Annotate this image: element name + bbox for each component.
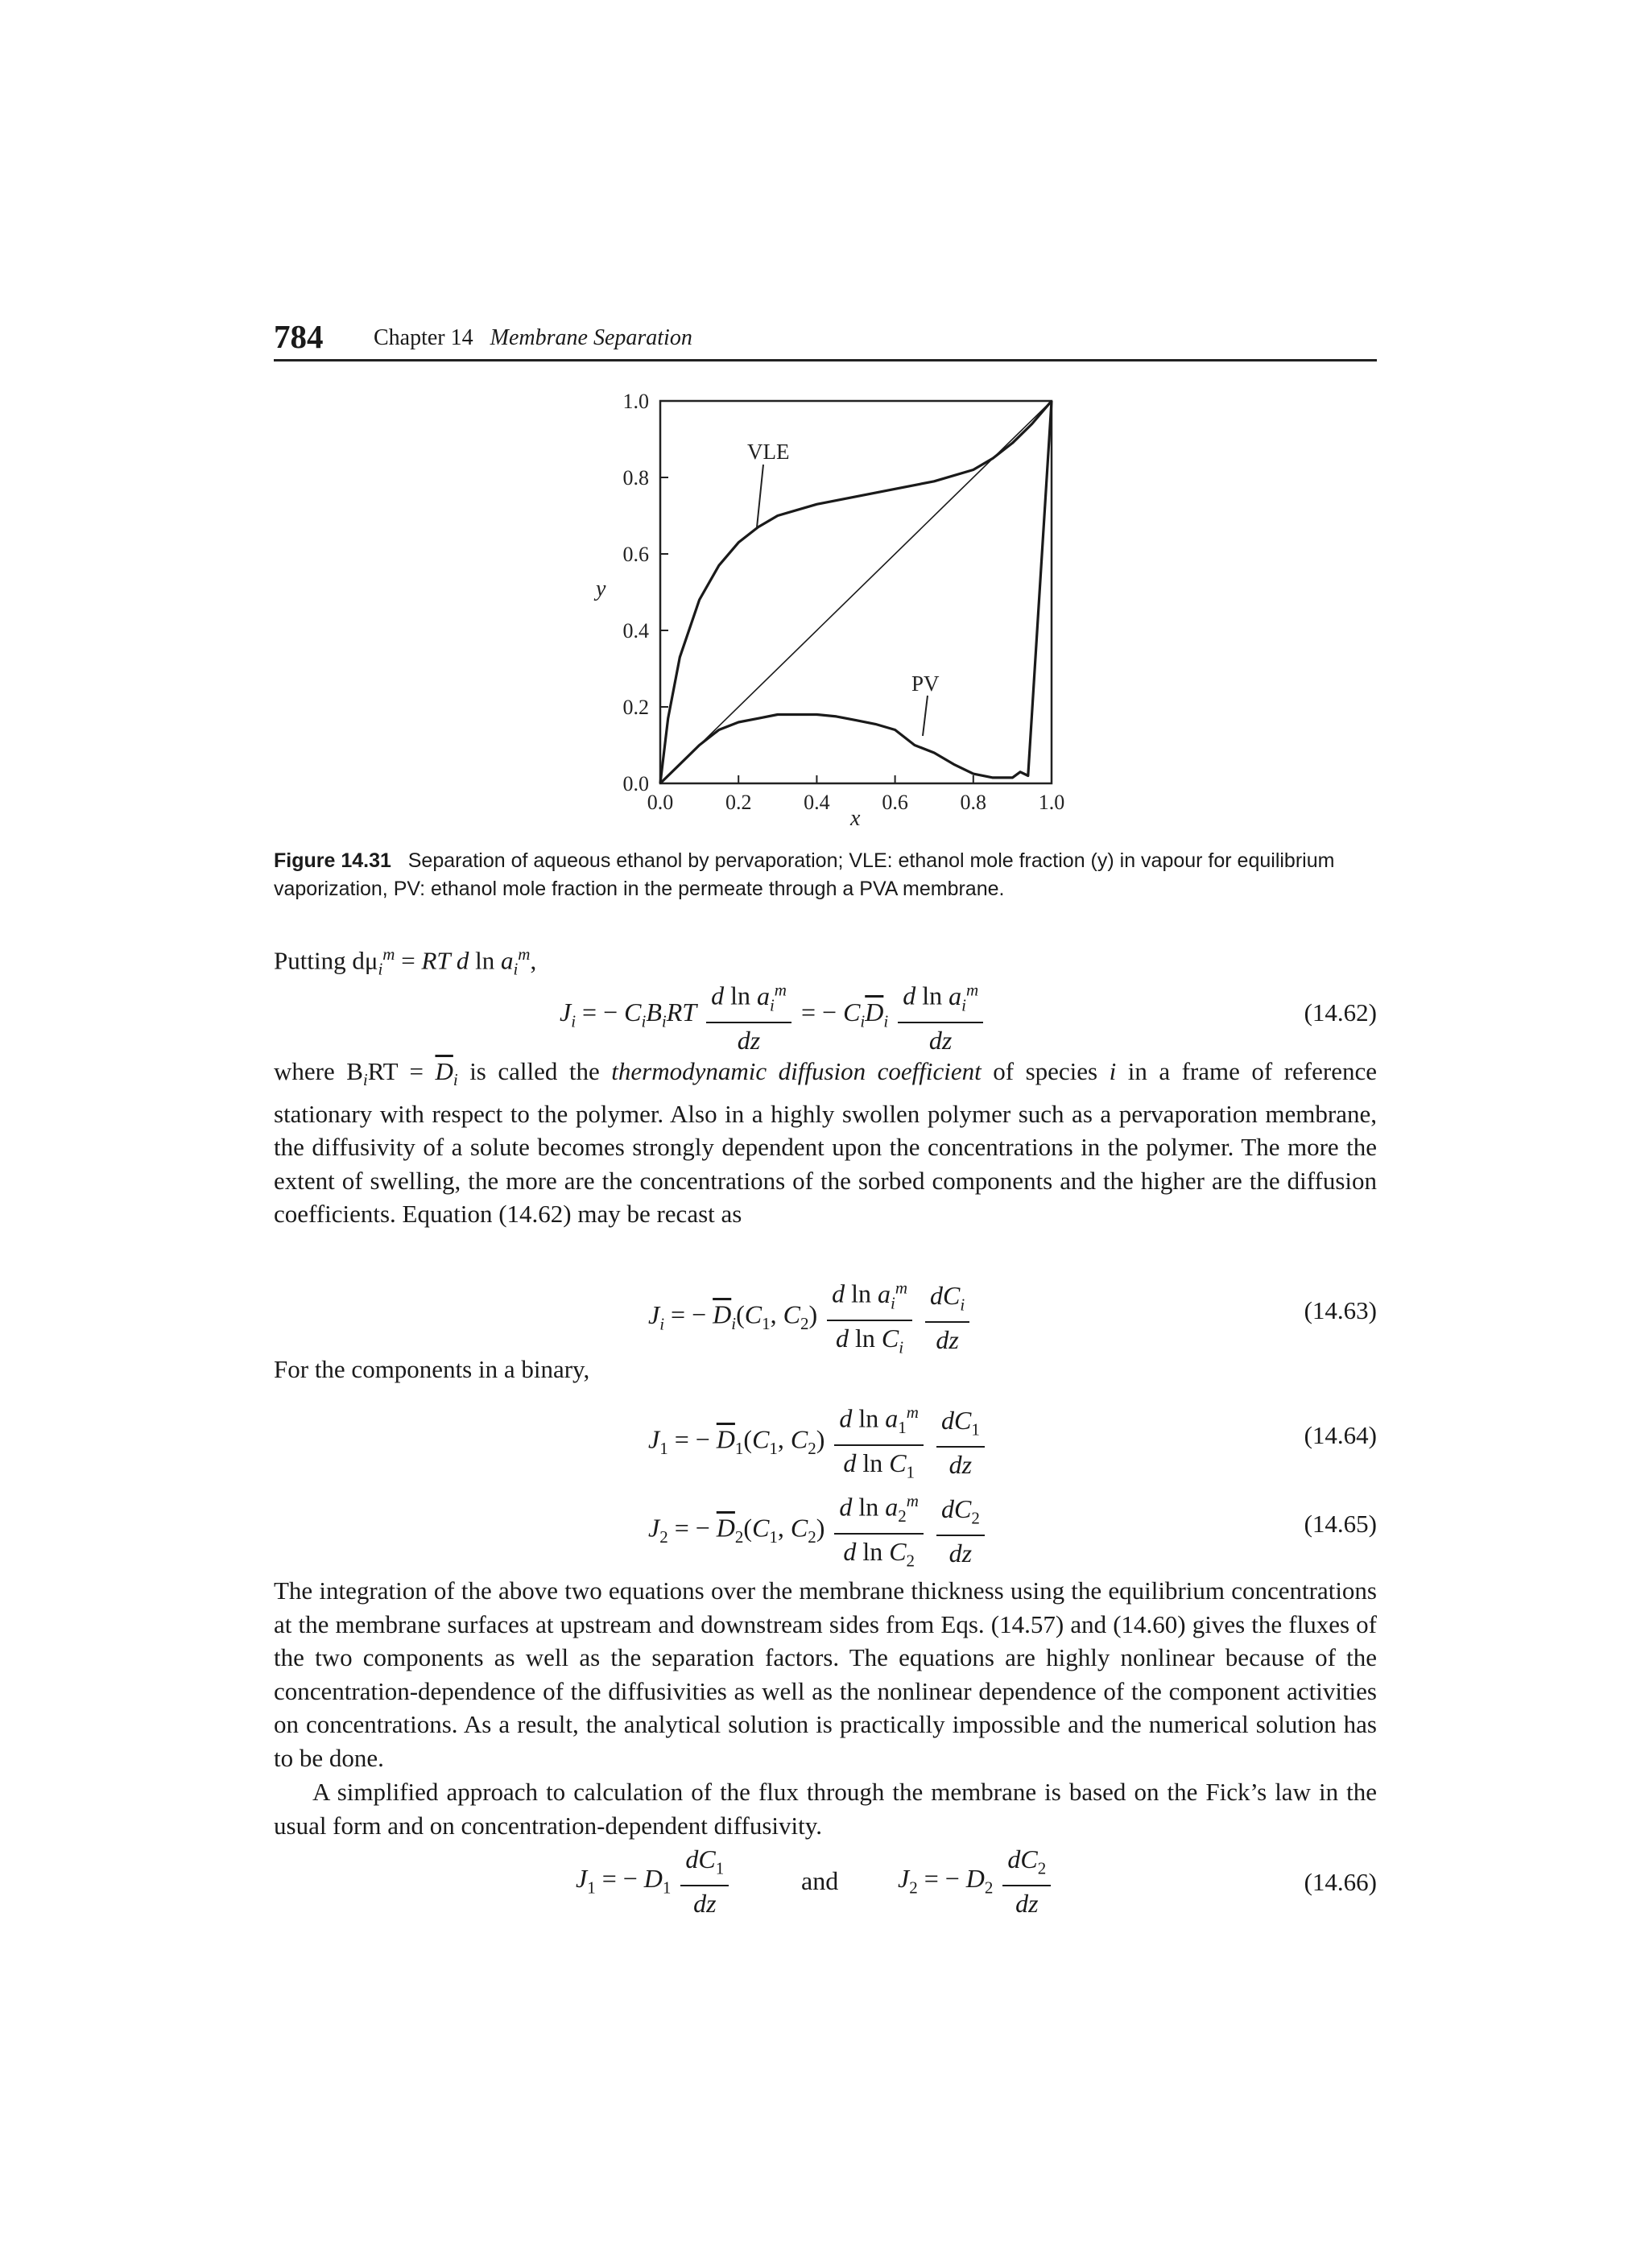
paragraph-3: A simplified approach to calculation of the flux through the membrane is based on the Fick’s law in the usual form and on concentration-dependent diffusivity. <box>274 1778 1377 1840</box>
paragraph-2: The integration of the above two equations over the membrane thickness using the equilibrium concentrations at the membrane surfaces at upstream and downstream sides from Eqs. (14.57) and (14.60) gives the fluxes of the two components as well as the separation factors. The equations are highly nonlinear because of the concentration-dependence of the diffusivities as well as the nonlinear dependence of the component activities on concentrations. As a result, the analytical solution is practically impossible and the numerical solution has to be done. <box>274 1576 1377 1772</box>
figure-caption <box>274 847 1377 903</box>
caption-label: Figure 14.31 <box>274 849 391 872</box>
x-tick-label: 0.2 <box>725 791 752 814</box>
eq-number-14-64: (14.64) <box>1304 1421 1377 1449</box>
pv-label: PV <box>911 671 940 696</box>
putting-text: Putting dμ <box>274 946 378 975</box>
x-tick-label: 0.4 <box>804 791 830 814</box>
vle-pv-chart <box>556 378 1103 829</box>
and-word: and <box>801 1866 839 1895</box>
equation-14-66: $J_1$ = − $D_1$ $\frac{dC_1}{dz}$ and $J_2$ = − $D_2$ $\frac{dC_2}{dz}$ (14.66) <box>576 1845 1377 1919</box>
eq-number-14-62: (14.62) <box>1304 998 1377 1027</box>
diagonal-line <box>660 401 1052 783</box>
equation-14-63: $J_i$ = − $\overline{D}_i(C_1$, $C_2$) $\frac{d \ln a_i^m}{d \ln C_i}$ $\frac{dC_i}{dz}$ (14.63) <box>274 1272 1377 1349</box>
p1-a: where B <box>274 1057 363 1085</box>
y-tick-label: 1.0 <box>622 390 649 413</box>
caption-text: Separation of aqueous ethanol by pervaporation; VLE: ethanol mole fraction (y) in vapour for equilibrium vaporization, PV: ethanol mole fraction in the permeate through a PVA membrane. <box>274 849 1335 900</box>
paragraph-1: where $B_iRT = \overline{D}_i$ is called the thermodynamic diffusion coefficient of species i in a frame of reference stationary with respect to the polymer. Also in a highly swollen polymer such as a pervaporation membrane, the diffusivity of a solute becomes strongly dependent upon the concentrations in the polymer. The more the extent of swelling, the more are the concentrations of the sorbed components and the higher are the diffusion coefficients. Equation (14.62) may be recast as <box>274 1057 1377 1229</box>
y-tick-label: 0.2 <box>622 696 649 719</box>
equation-14-62: $J_i$ = − $C_iB_iRT$ $\frac{d \ln a_i^m}{dz}$ = − $C_i\overline{D}_i$ $\frac{d \ln a_i^m}{dz}$ (14.62) <box>274 974 1377 1051</box>
header-rule <box>274 359 1377 361</box>
y-axis-label: y <box>596 576 606 601</box>
y-tick-label: 0.4 <box>622 619 649 642</box>
p1-e: in a frame of reference stationary with respect to the polymer. Also in a highly swollen polymer such as a pervaporation membrane, the diffusivity of a solute becomes strongly dependent upon the concentrations in the polymer. The more the extent of swelling, the more are the concentrations of the sorbed components and the higher are the diffusion coefficients. Equation (14.62) may be recast as <box>274 1057 1377 1229</box>
p1-term: thermodynamic diffusion coefficient <box>611 1057 982 1085</box>
vle-label: VLE <box>747 440 790 464</box>
chapter-heading <box>374 325 692 351</box>
x-tick-label: 0.0 <box>647 791 674 814</box>
running-header <box>274 317 1377 359</box>
y-tick-label: 0.8 <box>622 466 649 490</box>
chapter-title: Membrane Separation <box>490 325 692 350</box>
y-ticks <box>623 390 669 795</box>
pv-leader <box>923 696 928 736</box>
series-lines <box>660 401 1052 783</box>
equation-14-64: $J_1$ = − $\overline{D}_1(C_1$, $C_2$) $\frac{d \ln a_1^m}{d \ln C_1}$ $\frac{dC_1}{dz}$ (14.64) <box>274 1397 1377 1473</box>
p1-d: of species <box>981 1057 1110 1085</box>
p1-b: RT = <box>367 1057 436 1085</box>
y-tick-label: 0.0 <box>622 772 649 795</box>
equation-14-65: $J_2$ = − $\overline{D}_2(C_1$, $C_2$) $\frac{d \ln a_2^m}{d \ln C_2}$ $\frac{dC_2}{dz}$ (14.65) <box>274 1485 1377 1562</box>
eq-number-14-63: (14.63) <box>1304 1296 1377 1324</box>
figure-14-31 <box>556 378 1103 829</box>
x-axis-label: x <box>850 806 861 829</box>
chapter-label: Chapter 14 <box>374 325 473 350</box>
for-binary-line: For the components in a binary, <box>274 1355 590 1383</box>
x-tick-label: 0.8 <box>960 791 987 814</box>
page-number: 784 <box>274 318 324 355</box>
eq-number-14-66: (14.66) <box>1304 1868 1377 1896</box>
putting-line: Putting $d\mu_i^m$ = RT d $\ln a_i^m$, <box>274 944 537 979</box>
y-tick-label: 0.6 <box>622 543 649 566</box>
x-tick-label: 0.6 <box>882 791 908 814</box>
x-tick-label: 1.0 <box>1038 791 1065 814</box>
vle-leader <box>757 465 763 527</box>
eq-number-14-65: (14.65) <box>1304 1510 1377 1538</box>
p1-c: is called the <box>457 1057 612 1085</box>
